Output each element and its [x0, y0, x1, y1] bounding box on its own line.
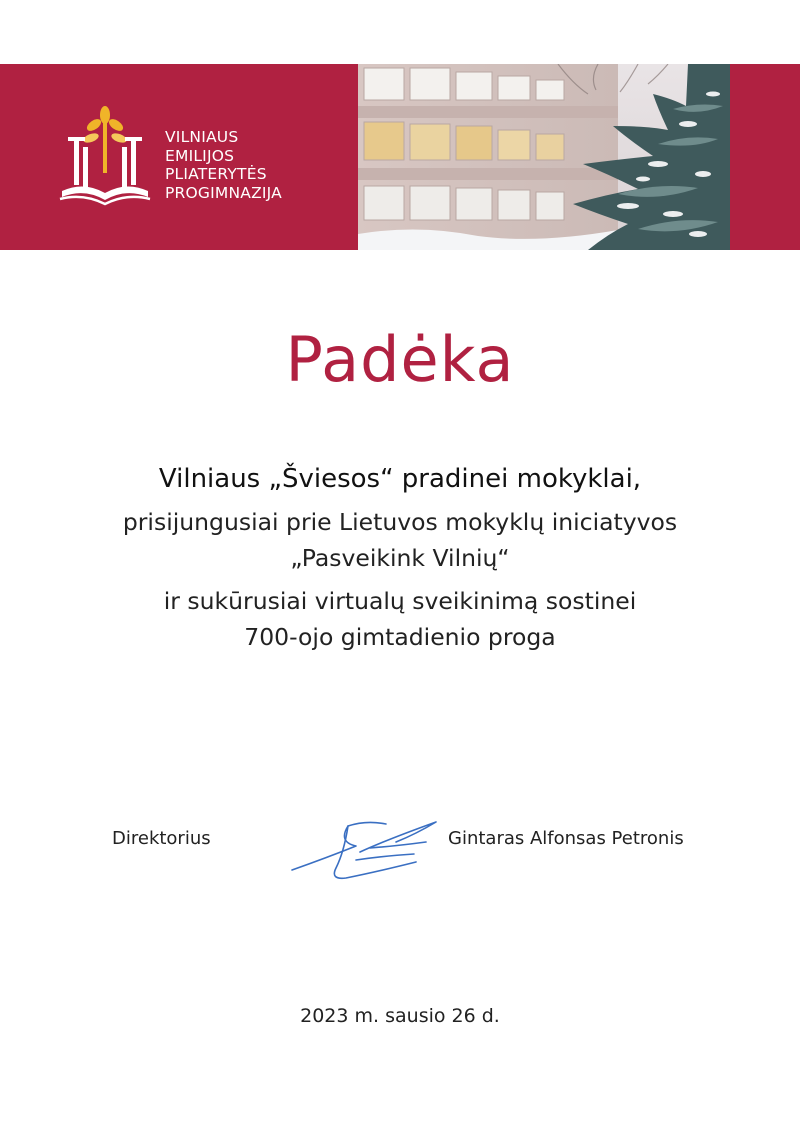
school-logo	[58, 103, 328, 213]
school-name-line-1: VILNIAUS	[165, 128, 239, 146]
school-name-line-2: EMILIJOS	[165, 146, 235, 165]
school-building-photo-icon	[358, 64, 730, 250]
book-tree-logo-icon	[58, 103, 153, 209]
body-line-1: prisijungusiai prie Lietuvos mokyklų iniciatyvos	[122, 508, 678, 536]
signatory-role: Direktorius	[112, 828, 211, 849]
body-line-4: 700-ojo gimtadienio proga	[244, 623, 556, 651]
recipient-line: Vilniaus „Šviesos“ pradinei mokyklai,	[158, 464, 642, 494]
body-line-2: „Pasveikink Vilnių“	[290, 544, 510, 572]
school-name-line-4: PROGIMNAZIJA	[165, 183, 282, 202]
document-date: 2023 m. sausio 26 d.	[300, 1005, 500, 1027]
body-line-3: ir sukūrusiai virtualų sveikinimą sostinei	[163, 587, 637, 615]
school-name-line-3: PLIATERYTĖS	[165, 165, 267, 183]
school-winter-photo	[358, 64, 730, 250]
signatory-name: Gintaras Alfonsas Petronis	[448, 828, 684, 849]
document-title: Padėka	[285, 323, 515, 396]
school-name	[165, 128, 282, 202]
handwritten-signature-icon	[286, 812, 446, 888]
